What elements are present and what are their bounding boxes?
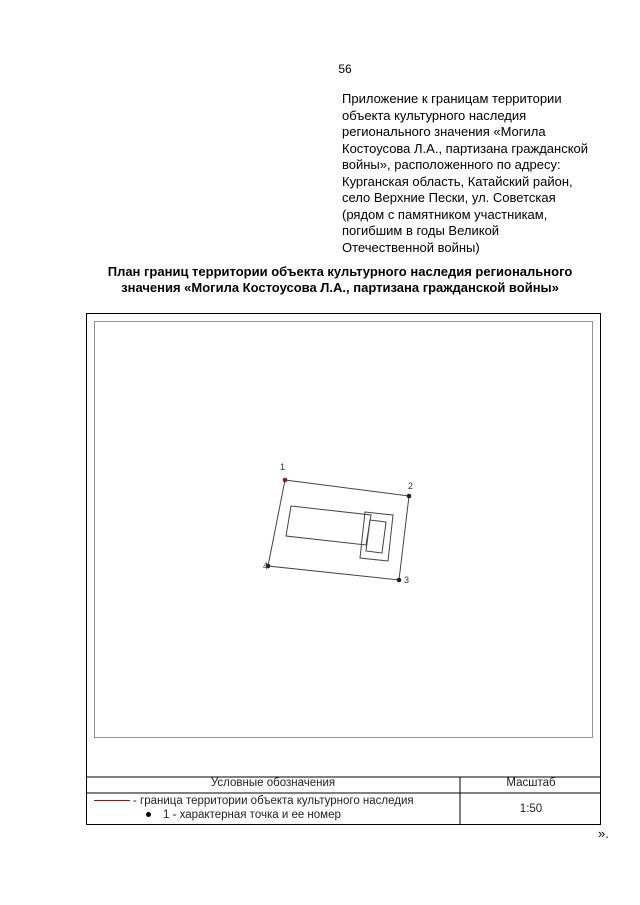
point-label-1: 1	[280, 462, 286, 472]
appendix-line: Курганская область, Катайский район,	[342, 173, 573, 189]
monument-fence-inner	[366, 520, 386, 553]
monument-fence-outer	[360, 512, 393, 561]
legend-header: Условные обозначения	[210, 777, 336, 789]
boundary-point-1	[283, 478, 288, 483]
appendix-line: Костоусова Л.А., партизана гражданской	[342, 140, 589, 156]
plan-title-line: План границ территории объекта культурного наследия регионального	[107, 264, 573, 279]
page-number: 56	[338, 62, 352, 76]
plan-title-line: значения «Могила Костоусова Л.А., партизана гражданской войны»	[121, 280, 559, 295]
plan-frame	[86, 313, 601, 825]
grave-outline	[286, 506, 371, 545]
closing-quote: ».	[598, 826, 609, 841]
point-label-4: 4	[263, 561, 269, 571]
boundary-line-symbol	[94, 800, 130, 801]
boundary-point-2	[407, 494, 412, 499]
legend-boundary-text: - граница территории объекта культурного наследия	[133, 795, 414, 807]
outer-frame	[87, 314, 601, 825]
plan-title	[70, 264, 610, 296]
plan-drawing	[86, 313, 601, 825]
appendix-line: погибшим в годы Великой	[342, 223, 500, 238]
point-label-2: 2	[408, 481, 414, 491]
legend-boundary-row	[94, 795, 414, 807]
appendix-line: село Верхние Пески, ул. Советская	[342, 190, 556, 205]
appendix-line: объекта культурного наследия	[342, 107, 527, 123]
scale-header: Масштаб	[506, 777, 556, 789]
boundary-point-3	[397, 578, 402, 583]
point-bullet-icon	[146, 812, 151, 817]
scale-value: 1:50	[519, 803, 543, 815]
appendix-line: войны», расположенного по адресу:	[342, 157, 561, 172]
appendix-line: Отечественной войны)	[342, 239, 480, 255]
drawing-area	[95, 322, 593, 738]
legend-point-text: 1 - характерная точка и ее номер	[163, 809, 341, 821]
appendix-line: Приложение к границам территории	[342, 91, 562, 106]
appendix-line: (рядом с памятником участникам,	[342, 206, 548, 222]
legend-point-row	[146, 809, 341, 821]
territory-boundary	[268, 480, 409, 580]
point-label-3: 3	[404, 575, 410, 585]
appendix-caption	[342, 91, 627, 256]
appendix-line: регионального значения «Могила	[342, 124, 546, 139]
